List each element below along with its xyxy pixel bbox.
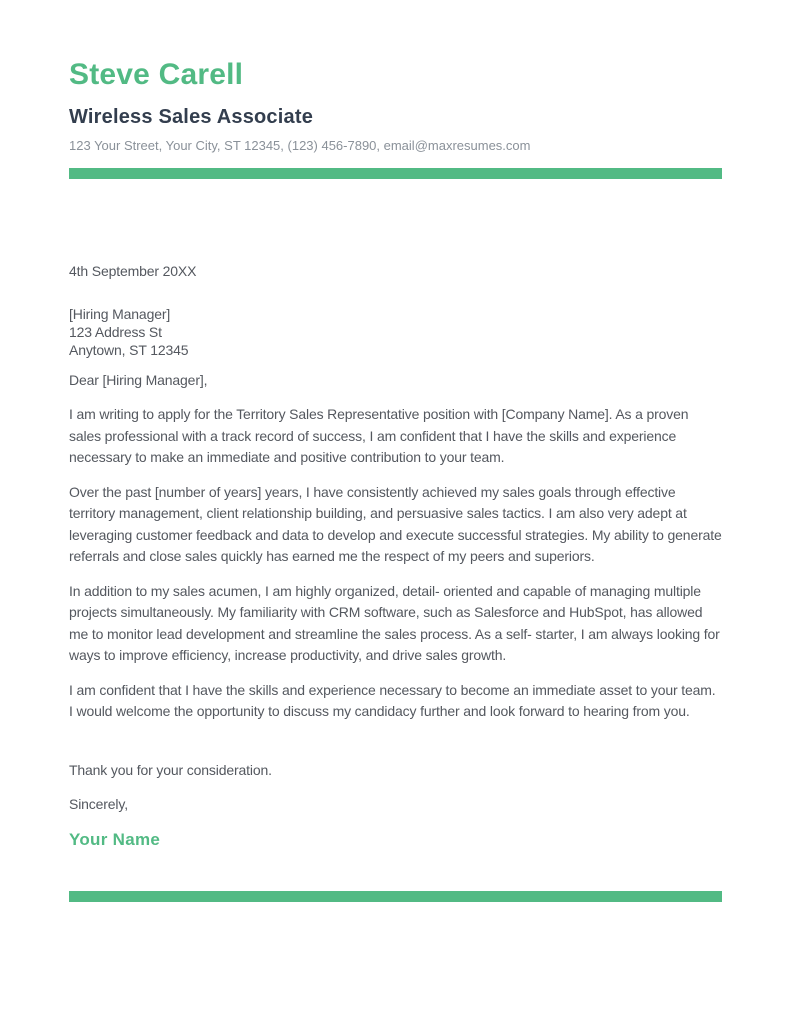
recipient-block [69, 305, 722, 359]
job-title: Wireless Sales Associate [69, 106, 314, 128]
body-paragraph-1: I am writing to apply for the Territory Sales Representative position with [Company Name]. As a proven sales professional with a track record of success, I am confident that I have the skills and experience necessary to make an immediate and positive contribution to your team. [69, 406, 689, 465]
recipient-address-line2: Anytown, ST 12345 [69, 341, 189, 358]
top-divider-bar [69, 168, 722, 179]
closing-thanks: Thank you for your consideration. [69, 761, 272, 778]
bottom-divider-bar [69, 891, 722, 902]
letter-footer [69, 891, 722, 902]
salutation: Dear [Hiring Manager], [69, 371, 208, 388]
signoff: Sincerely, [69, 796, 128, 812]
applicant-name: Steve Carell [69, 58, 244, 91]
recipient-name: [Hiring Manager] [69, 305, 171, 322]
signature-name: Your Name [69, 829, 161, 849]
body-paragraph-3: In addition to my sales acumen, I am highly organized, detail- oriented and capable of managing multiple projects simultaneously. My familiarity with CRM software, such as Salesforce and HubSpot, has allowed me to monitor lead development and streamline the sales process. As a self- starter, I am always looking for ways to improve efficiency, increase productivity, and drive sales growth. [69, 582, 720, 663]
letter-header [69, 59, 722, 179]
body-paragraph-4: I am confident that I have the skills and experience necessary to become an immediate asset to your team. I would welcome the opportunity to discuss my candidacy further and look forward to hearing from you. [69, 681, 716, 719]
contact-line: 123 Your Street, Your City, ST 12345, (123) 456-7890, email@maxresumes.com [69, 138, 531, 153]
body-paragraph-2: Over the past [number of years] years, I have consistently achieved my sales goals through effective territory management, client relationship building, and persuasive sales tactics. I am also very adept at leveraging customer feedback and data to develop and execute successful strategies. My ability to generate referrals and close sales quickly has earned me the respect of my peers and superiors. [69, 483, 722, 564]
recipient-address-line1: 123 Address St [69, 323, 162, 340]
letter-date: 4th September 20XX [69, 263, 197, 279]
letter-body [69, 261, 722, 850]
